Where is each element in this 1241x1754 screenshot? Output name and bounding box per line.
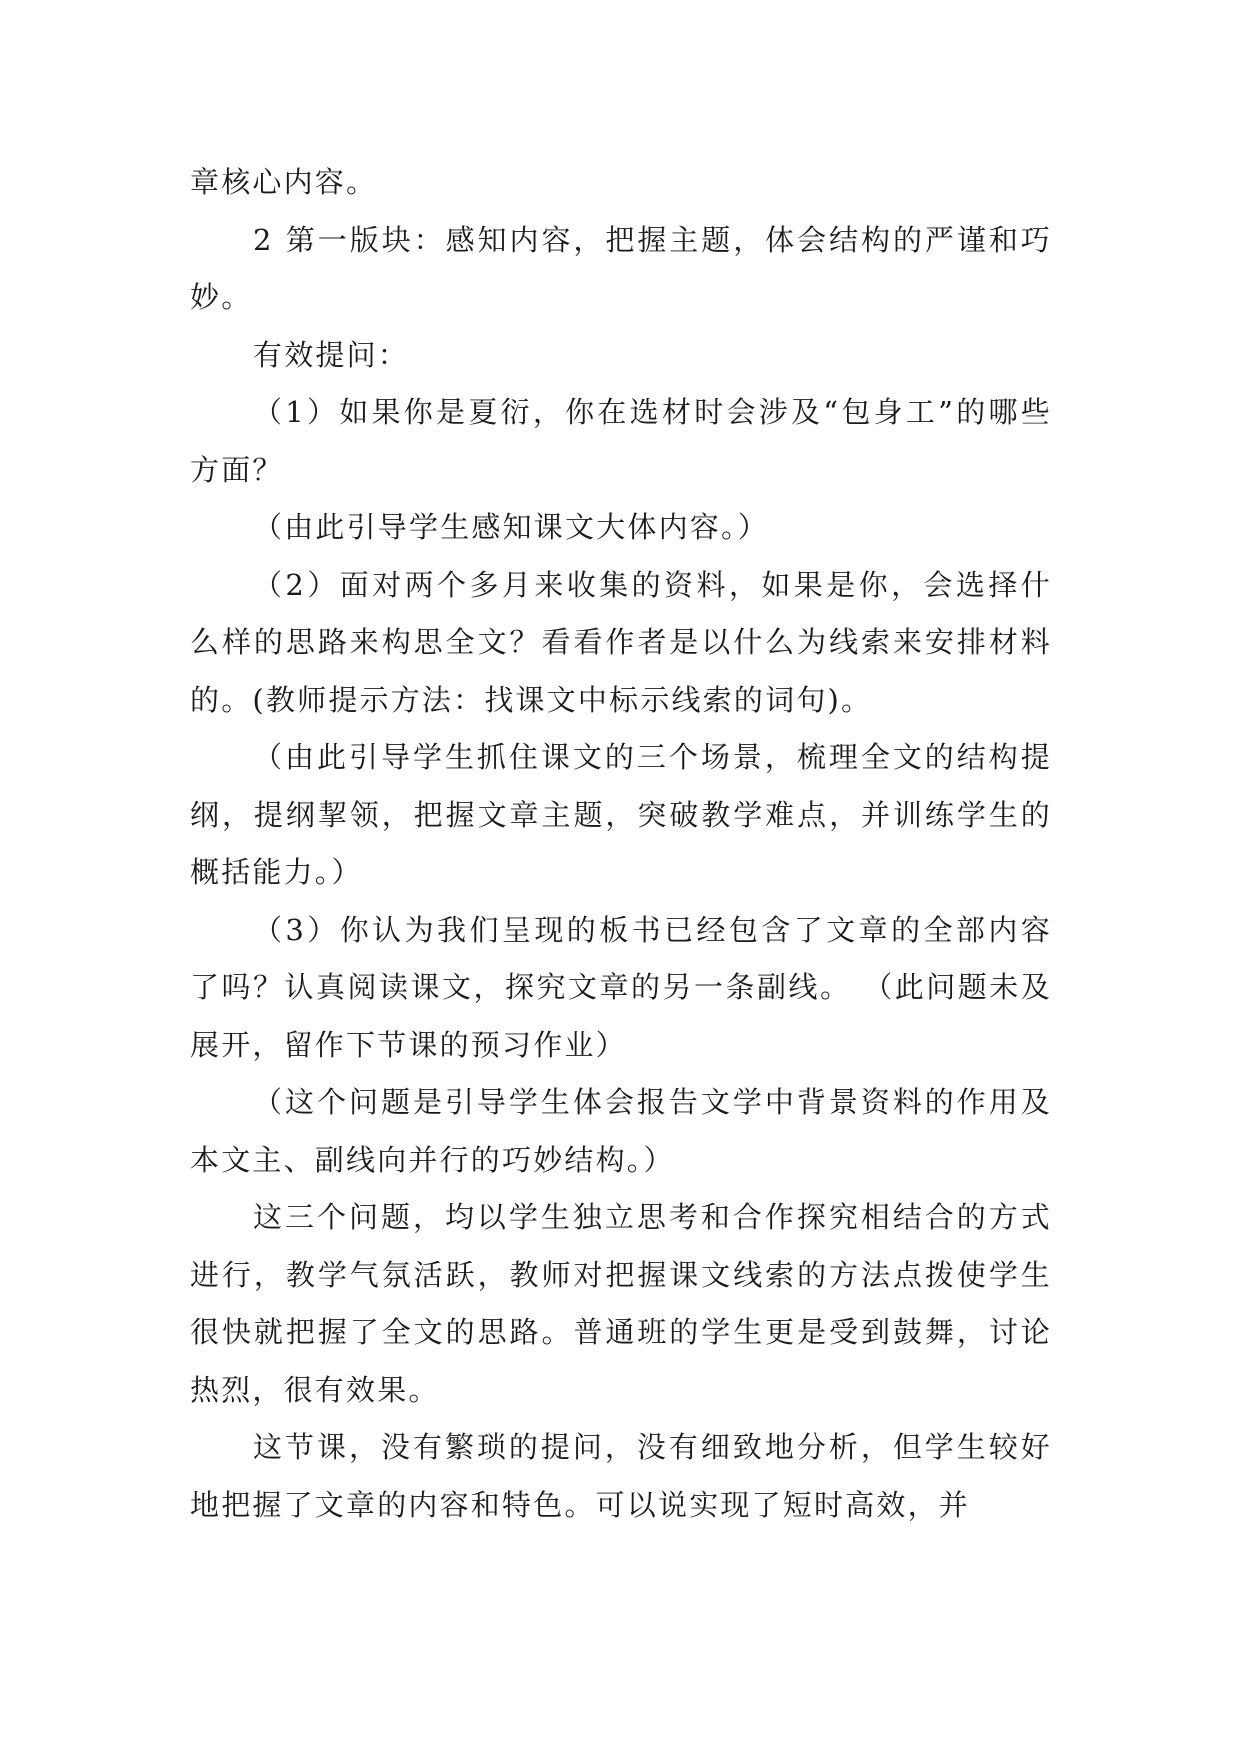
- document-body: [190, 154, 1052, 1534]
- paragraph-5: （由此引导学生感知课文大体内容。）: [253, 510, 769, 544]
- paragraph-9: （这个问题是引导学生体会报告文学中背景资料的作用及本文主、副线向并行的巧妙结构。）: [190, 1085, 1052, 1177]
- paragraph-2: 2 第一版块：感知内容，把握主题，体会结构的严谨和巧妙。: [190, 222, 1052, 314]
- paragraph-1: 章核心内容。: [190, 165, 378, 199]
- paragraph-6: （2）面对两个多月来收集的资料，如果是你，会选择什么样的思路来构思全文？看看作者是以什么为线索来安排材料的。(教师提示方法：找课文中标示线索的词句)。: [190, 567, 1052, 717]
- paragraph-4: （1）如果你是夏衍，你在选材时会涉及“包身工”的哪些方面？: [190, 395, 1052, 487]
- paragraph-3: 有效提问：: [253, 337, 410, 372]
- paragraph-10: 这三个问题，均以学生独立思考和合作探究相结合的方式进行，教学气氛活跃，教师对把握课文线索的方法点拨使学生很快就把握了全文的思路。普通班的学生更是受到鼓舞，讨论热烈，很有效果。: [190, 1200, 1052, 1407]
- paragraph-11: 这节课，没有繁琐的提问，没有细致地分析，但学生较好地把握了文章的内容和特色。可以说实现了短时高效，并: [190, 1430, 1052, 1522]
- paragraph-8: （3）你认为我们呈现的板书已经包含了文章的全部内容了吗？认真阅读课文，探究文章的另一条副线。 （此问题未及展开，留作下节课的预习作业）: [190, 912, 1052, 1062]
- paragraph-7: （由此引导学生抓住课文的三个场景，梳理全文的结构提纲，提纲挈领，把握文章主题，突破教学难点，并训练学生的概括能力。）: [190, 740, 1052, 889]
